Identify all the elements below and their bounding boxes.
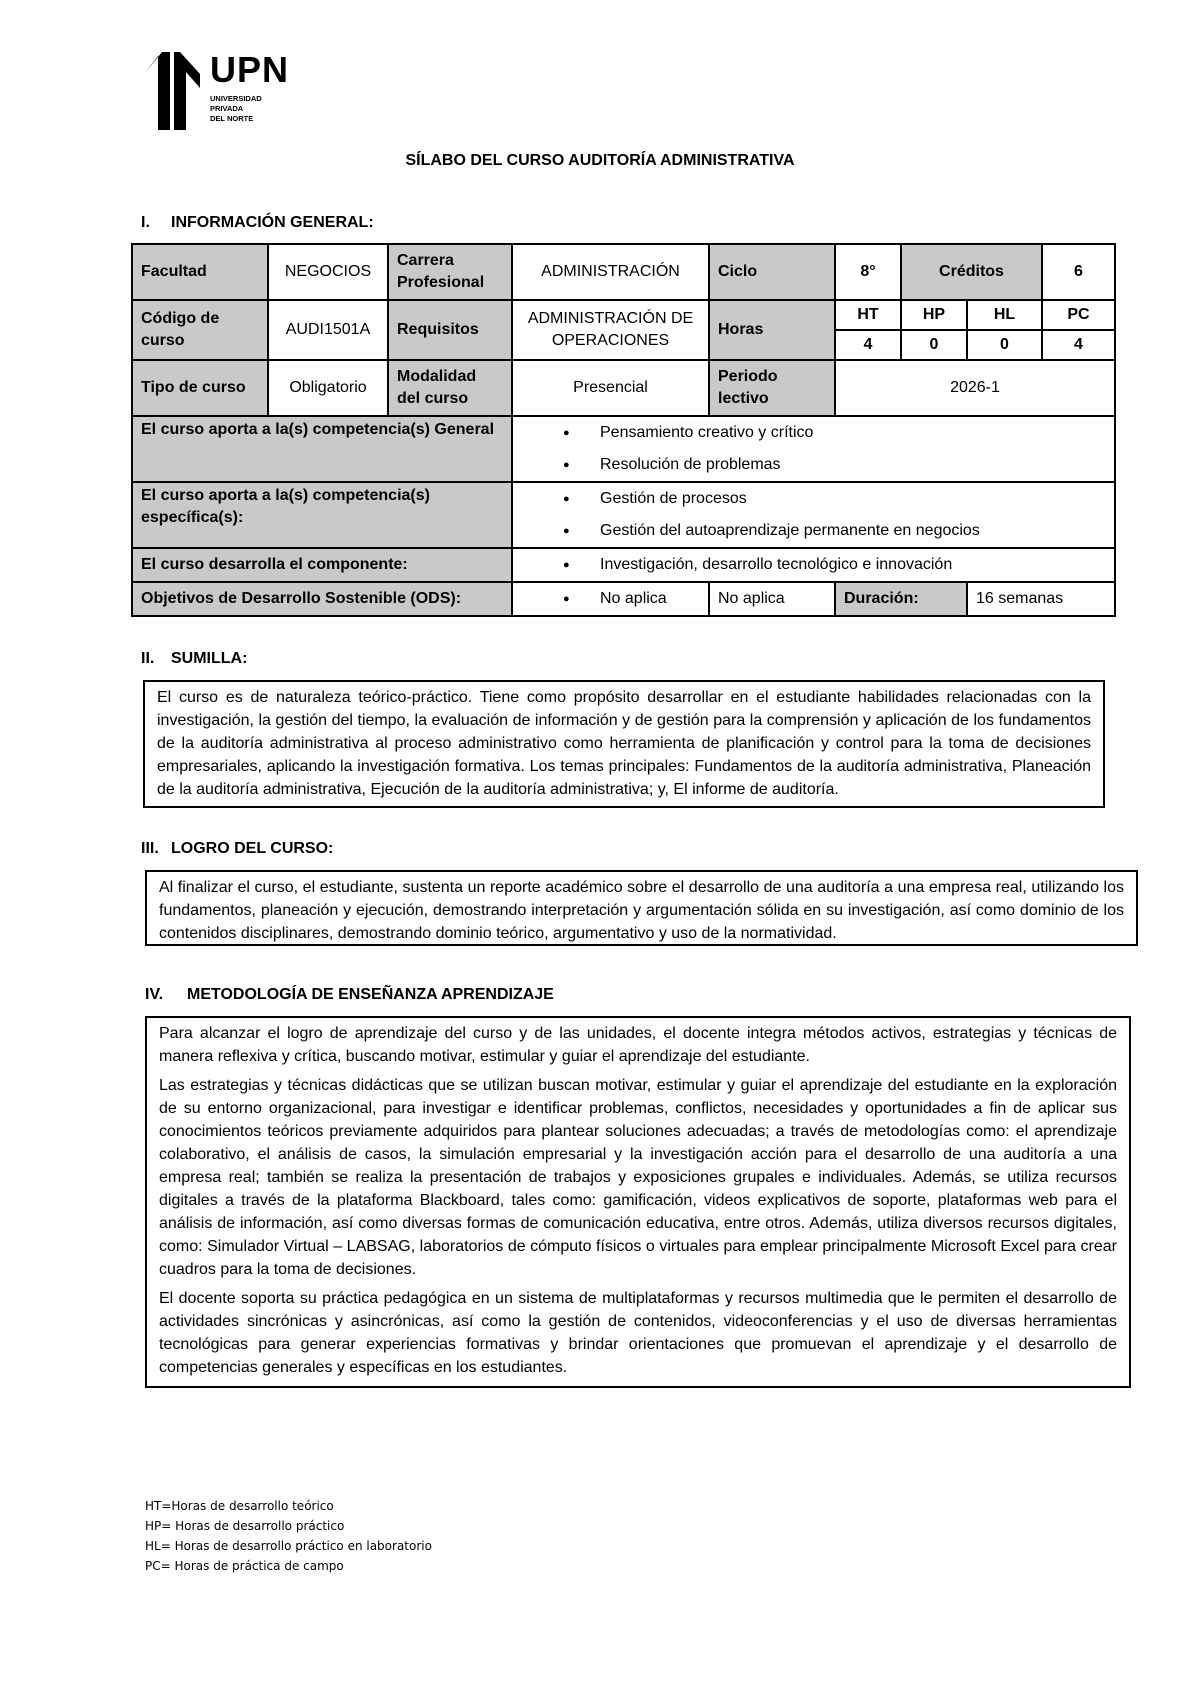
pc-label: PC	[1042, 300, 1115, 330]
metodologia-paragraph: El docente soporta su práctica pedagógica en un sistema de multiplataformas y recursos multimedia que le permiten el desarrollo de actividades sincrónicas y asincrónicas, así como la gestión de contenidos, videoconferencias y el uso de diversas herramientas tecnológicas para generar experiencias formativas y brindar orientaciones que promuevan el aprendizaje y el desarrollo de competencias generales y específicas en los estudiantes.	[159, 1290, 1117, 1376]
ods-value: No aplica	[709, 582, 835, 616]
hl-label: HL	[967, 300, 1042, 330]
hp-label: HP	[901, 300, 967, 330]
footnotes	[145, 1496, 432, 1576]
logro-box	[145, 870, 1138, 946]
list-item: ● Pensamiento creativo y crítico	[563, 417, 1114, 449]
horas-label: Horas	[709, 300, 835, 360]
upn-emblem-icon	[144, 52, 204, 130]
comp-especifica-list	[512, 482, 1115, 548]
logo-subtext: UNIVERSIDAD	[210, 94, 262, 103]
ciclo-value: 8°	[835, 244, 901, 300]
ciclo-label: Ciclo	[709, 244, 835, 300]
ods-label: Objetivos de Desarrollo Sostenible (ODS):	[132, 582, 512, 616]
section-number: I.	[141, 214, 150, 231]
facultad-label: Facultad	[132, 244, 268, 300]
section-number: II.	[141, 650, 155, 667]
general-info-table	[131, 243, 1116, 617]
footnote: HT=Horas de desarrollo teórico	[145, 1499, 334, 1513]
metodologia-paragraph: Las estrategias y técnicas didácticas que se utilizan buscan motivar, estimular y guiar el aprendizaje del estudiante en la exploración de su entorno organizacional, para investigar e identificar problemas, conflictos, necesidades y oportunidades a fin de aplicar sus conocimientos teóricos previamente adquiridos para plantear soluciones adecuadas; a través de metodologías como: el aprendizaje colaborativo, el análisis de casos, la simulación empresarial y la investigación acción para el desarrollo de una auditoría a una empresa real; también se realiza la presentación de trabajos y exposiciones grupales e individuales. Además, se utiliza recursos digitales a través de la plataforma Blackboard, tales como: gamificación, videos explicativos de soporte, plataformas web para el análisis de información, así como diversas formas de comunicación educativa, entre otros. Además, utiliza diversos recursos digitales, como: Simulador Virtual – LABSAG, laboratorios de cómputo físicos o virtuales para emplear principalmente Microsoft Excel para crear cuadros para la toma de decisiones.	[159, 1077, 1117, 1278]
section-heading-sumilla	[141, 650, 247, 668]
pc-value: 4	[1042, 330, 1115, 360]
logo-subtext: DEL NORTE	[210, 114, 254, 123]
section-title: INFORMACIÓN GENERAL:	[171, 214, 374, 231]
upn-logo	[144, 49, 294, 132]
componente-list	[512, 548, 1115, 582]
section-heading-info	[141, 214, 374, 232]
modalidad-label: Modalidad del curso	[388, 360, 512, 416]
footnote: HP= Horas de desarrollo práctico	[145, 1519, 345, 1533]
section-title: SUMILLA:	[171, 650, 248, 667]
metodologia-paragraph: Para alcanzar el logro de aprendizaje del curso y de las unidades, el docente integra métodos activos, estrategias y técnicas de manera reflexiva y crítica, buscando motivar, estimular y guiar el aprendizaje del estudiante.	[159, 1025, 1117, 1065]
list-item: ● Gestión de procesos	[563, 483, 1114, 515]
creditos-label: Créditos	[901, 244, 1042, 300]
carrera-label: Carrera Profesional	[388, 244, 512, 300]
logo-subtext: PRIVADA	[210, 104, 244, 113]
periodo-value: 2026-1	[835, 360, 1115, 416]
list-item: ● Gestión del autoaprendizaje permanente en negocios	[563, 515, 1114, 547]
comp-general-label: El curso aporta a la(s) competencia(s) General	[132, 416, 512, 482]
modalidad-value: Presencial	[512, 360, 709, 416]
ht-label: HT	[835, 300, 901, 330]
carrera-value: ADMINISTRACIÓN	[512, 244, 709, 300]
document-title: SÍLABO DEL CURSO AUDITORÍA ADMINISTRATIVA	[405, 152, 795, 169]
facultad-value: NEGOCIOS	[268, 244, 388, 300]
tipo-label: Tipo de curso	[132, 360, 268, 416]
ht-value: 4	[835, 330, 901, 360]
codigo-value: AUDI1501A	[268, 300, 388, 360]
ods-bullet-cell	[512, 582, 709, 616]
section-title: METODOLOGÍA DE ENSEÑANZA APRENDIZAJE	[187, 986, 554, 1003]
hl-value: 0	[967, 330, 1042, 360]
logro-text: Al finalizar el curso, el estudiante, sustenta un reporte académico sobre el desarrollo de una auditoría a una empresa real, utilizando los fundamentos, planeación y ejecución, demostrando interpretación y argumentación sólida en su investigación, así como dominio de los contenidos disciplinares, demostrando dominio teórico, argumentativo y uso de la normatividad.	[159, 879, 1124, 942]
codigo-label: Código de curso	[132, 300, 268, 360]
footnote: PC= Horas de práctica de campo	[145, 1559, 344, 1573]
sumilla-box	[143, 680, 1105, 808]
requisitos-label: Requisitos	[388, 300, 512, 360]
periodo-label: Periodo lectivo	[709, 360, 835, 416]
duracion-value: 16 semanas	[967, 582, 1115, 616]
comp-general-list	[512, 416, 1115, 482]
section-title: LOGRO DEL CURSO:	[171, 840, 334, 857]
metodologia-box	[145, 1016, 1131, 1388]
componente-label: El curso desarrolla el componente:	[132, 548, 512, 582]
requisitos-value: ADMINISTRACIÓN DE OPERACIONES	[512, 300, 709, 360]
list-item: ● Resolución de problemas	[563, 449, 1114, 481]
section-number: III.	[141, 840, 159, 857]
list-item: ● No aplica	[563, 583, 708, 615]
section-heading-metodologia	[145, 986, 554, 1004]
logo-wordmark: UPN	[210, 49, 290, 90]
section-heading-logro	[141, 840, 333, 858]
tipo-value: Obligatorio	[268, 360, 388, 416]
section-number: IV.	[145, 986, 164, 1003]
footnote: HL= Horas de desarrollo práctico en laboratorio	[145, 1539, 432, 1553]
sumilla-text: El curso es de naturaleza teórico-práctico. Tiene como propósito desarrollar en el estudiante habilidades relacionadas con la investigación, la gestión del tiempo, la evaluación de información y de gestión para la comprensión y aplicación de los fundamentos de la auditoría administrativa al proceso administrativo como herramienta de planificación y control para la toma de decisiones empresariales, aplicando la investigación formativa. Los temas principales: Fundamentos de la auditoría administrativa, Planeación de la auditoría administrativa, Ejecución de la auditoría administrativa; y, El informe de auditoría.	[157, 689, 1091, 798]
creditos-value: 6	[1042, 244, 1115, 300]
comp-especifica-label: El curso aporta a la(s) competencia(s) específica(s):	[132, 482, 512, 548]
hp-value: 0	[901, 330, 967, 360]
duracion-label: Duración:	[835, 582, 967, 616]
list-item: ● Investigación, desarrollo tecnológico e innovación	[563, 549, 1114, 581]
